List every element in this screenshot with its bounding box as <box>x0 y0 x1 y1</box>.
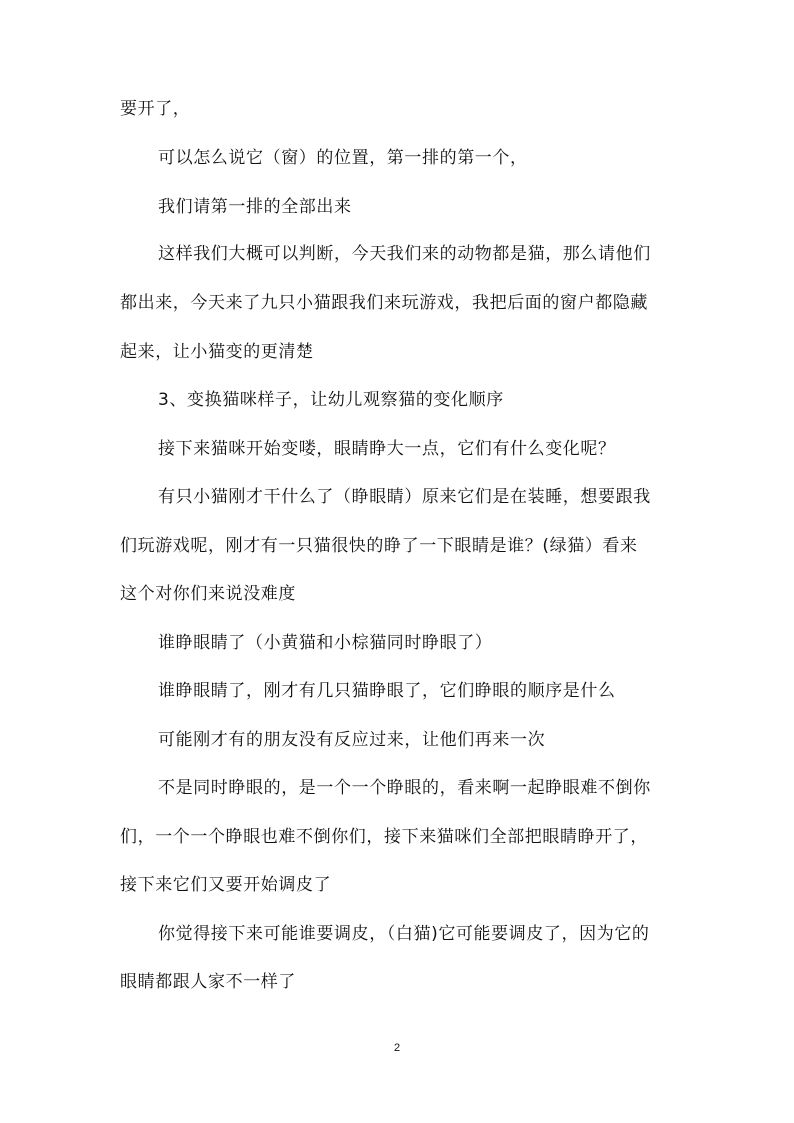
text-line: 要开了， <box>120 99 191 119</box>
page-number: 2 <box>393 1042 401 1054</box>
text-line: 可以怎么说它（窗）的位置，第一排的第一个， <box>158 148 528 168</box>
text-line: 起来，让小猫变的更清楚 <box>120 342 314 362</box>
text-line: 这样我们大概可以判断，今天我们来的动物都是猫，那么请他们 <box>158 244 651 264</box>
text-line: 有只小猫刚才干什么了（睁眼睛）原来它们是在装睡，想要跟我 <box>158 487 651 507</box>
text-line: 这个对你们来说没难度 <box>120 584 296 604</box>
text-line: 我们请第一排的全部出来 <box>158 197 352 217</box>
text-line: 谁睁眼睛了，刚才有几只猫睁眼了，它们睁眼的顺序是什么 <box>158 681 616 701</box>
text-line: 接下来猫咪开始变喽，眼睛睁大一点，它们有什么变化呢？ <box>158 439 616 459</box>
text-line: 不是同时睁眼的，是一个一个睁眼的，看来啊一起睁眼难不倒你 <box>158 778 651 798</box>
text-line: 可能刚才有的朋友没有反应过来，让他们再来一次 <box>158 730 546 750</box>
text-line: 谁睁眼睛了（小黄猫和小棕猫同时睁眼了） <box>158 633 493 653</box>
text-line: 接下来它们又要开始调皮了 <box>120 875 332 895</box>
text-line: 们玩游戏呢，刚才有一只猫很快的睁了一下眼睛是谁？(绿猫）看来 <box>120 536 638 556</box>
text-line: 你觉得接下来可能谁要调皮，（白猫)它可能要调皮了，因为它的 <box>158 924 650 944</box>
text-line: 眼睛都跟人家不一样了 <box>120 972 296 992</box>
section-heading: 3、变换猫咪样子，让幼儿观察猫的变化顺序 <box>158 390 504 410</box>
text-line: 都出来，今天来了九只小猫跟我们来玩游戏，我把后面的窗户都隐藏 <box>120 293 648 313</box>
text-line: 们，一个一个睁眼也难不倒你们，接下来猫咪们全部把眼睛睁开了， <box>120 827 648 847</box>
